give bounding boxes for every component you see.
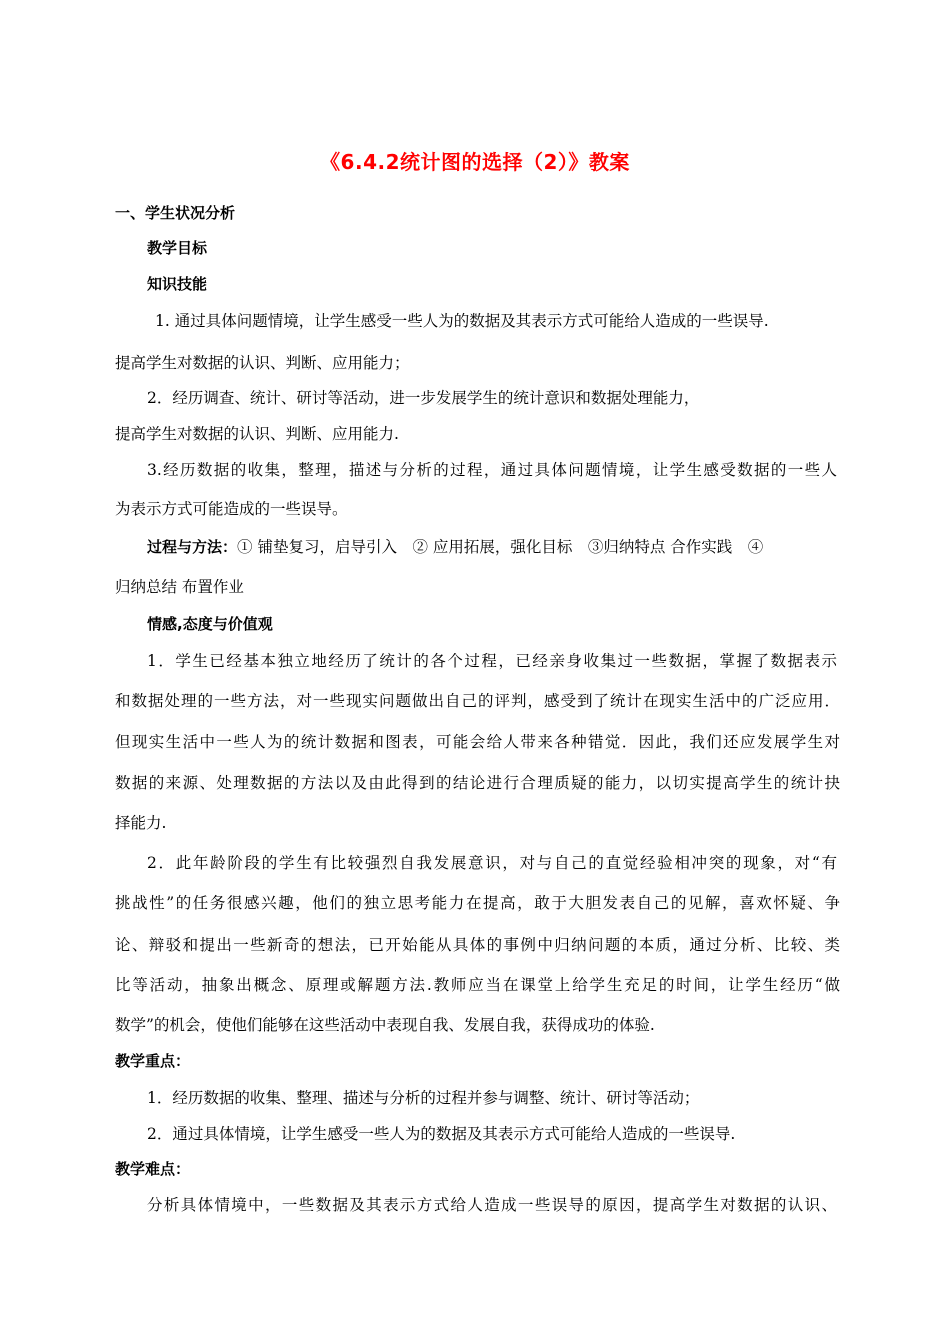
process-method-line-1: [147, 537, 840, 557]
process-method-steps: ① 铺垫复习，启导引入 ② 应用拓展，强化目标 ③归纳特点 合作实践 ④: [237, 538, 764, 556]
heading-emotion-attitude-values: 情感,态度与价值观: [147, 615, 273, 633]
emotion-item-1-line-1: 1．学生已经基本独立地经历了统计的各个过程，已经亲身收集过一些数据，掌握了数据表示: [147, 652, 837, 670]
emotion-item-2-line-5: 数学”的机会，使他们能够在这些活动中表现自我、发展自我，获得成功的体验.: [115, 1016, 655, 1034]
knowledge-item-3-line-2: 为表示方式可能造成的一些误导。: [115, 500, 348, 518]
emotion-item-1-line-2: 和数据处理的一些方法，对一些现实问题做出自己的评判，感受到了统计在现实生活中的广泛应用．: [115, 692, 840, 710]
key-point-1: 1．经历数据的收集、整理、描述与分析的过程并参与调整、统计、研讨等活动；: [147, 1089, 700, 1107]
emotion-item-2-line-2: 挑战性”的任务很感兴趣，他们的独立思考能力在提高，敢于大胆发表自己的见解，喜欢怀疑、争: [115, 894, 840, 912]
difficulty-line-1: 分析具体情境中，一些数据及其表示方式给人造成一些误导的原因，提高学生对数据的认识、: [147, 1196, 837, 1214]
process-method-label: 过程与方法：: [147, 538, 238, 556]
knowledge-item-3-line-1: 3.经历数据的收集，整理，描述与分析的过程，通过具体问题情境，让学生感受数据的一些人: [147, 461, 837, 479]
knowledge-item-1-line-1: 1. 通过具体问题情境，让学生感受一些人为的数据及其表示方式可能给人造成的一些误导.: [155, 312, 769, 330]
section-heading-student-analysis: 一、学生状况分析: [115, 204, 236, 222]
knowledge-item-2-line-2: 提高学生对数据的认识、判断、应用能力.: [115, 425, 399, 443]
emotion-item-1-line-4: 数据的来源、处理数据的方法以及由此得到的结论进行合理质疑的能力，以切实提高学生的统计抉: [115, 774, 840, 792]
knowledge-item-1-line-2: 提高学生对数据的认识、判断、应用能力；: [115, 354, 410, 372]
emotion-item-2-line-3: 论、辩驳和提出一些新奇的想法，已开始能从具体的事例中归纳问题的本质，通过分析、比较、类: [115, 936, 840, 954]
emotion-item-1-line-3: 但现实生活中一些人为的统计数据和图表，可能会给人带来各种错觉．因此，我们还应发展学生对: [115, 733, 840, 751]
emotion-item-2-line-1: 2．此年龄阶段的学生有比较强烈自我发展意识，对与自己的直觉经验相冲突的现象，对“有: [147, 854, 837, 872]
emotion-item-2-line-4: 比等活动，抽象出概念、原理或解题方法.教师应当在课堂上给学生充足的时间，让学生经历“做: [115, 976, 840, 994]
emotion-item-1-line-5: 择能力.: [115, 814, 167, 832]
process-method-line-2: 归纳总结 布置作业: [115, 578, 244, 596]
heading-difficulties: 教学难点：: [115, 1160, 191, 1178]
heading-teaching-goals: 教学目标: [147, 239, 208, 257]
heading-key-points: 教学重点：: [115, 1052, 191, 1070]
key-point-2: 2．通过具体情境，让学生感受一些人为的数据及其表示方式可能给人造成的一些误导.: [147, 1125, 736, 1143]
page-title: 《6.4.2统计图的选择（2）》教案: [320, 150, 630, 174]
heading-knowledge-skills: 知识技能: [147, 275, 208, 293]
knowledge-item-2-line-1: 2．经历调查、统计、研讨等活动，进一步发展学生的统计意识和数据处理能力，: [147, 389, 700, 407]
